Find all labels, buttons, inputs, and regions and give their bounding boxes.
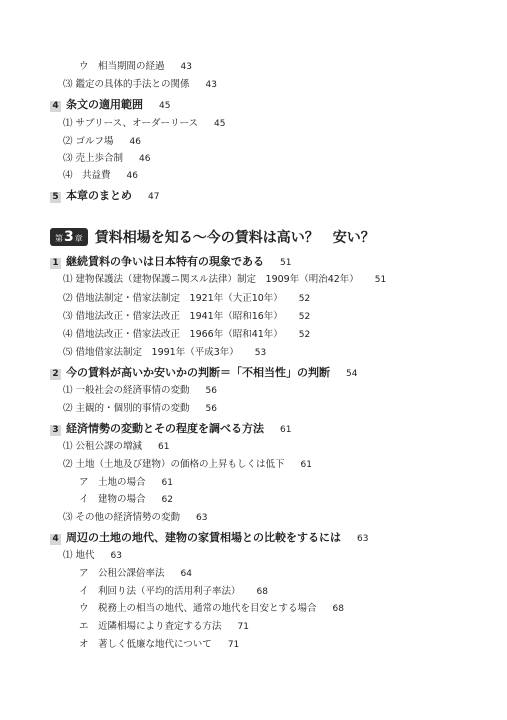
toc-entry-label: ⑵ 借地法制定・借家法制定 1921年（大正10年）: [63, 293, 283, 304]
section-number-badge: 3: [50, 425, 61, 436]
chapter-badge: [50, 228, 88, 246]
toc-entry-label: ⑵ 主観的・個別的事情の変動: [63, 403, 190, 414]
toc-entry-label: エ 近隣相場により査定する方法: [79, 621, 222, 632]
toc-page-number: 45: [213, 119, 226, 129]
toc-section-heading: [50, 367, 357, 380]
toc-entry: [63, 171, 138, 181]
toc-page-number: 62: [161, 495, 173, 505]
toc-page-number: 64: [180, 569, 192, 579]
section-title: 経済情勢の変動とその程度を調べる方法: [66, 422, 264, 435]
toc-entry-label: ⑴ 公租公課の増減: [63, 441, 143, 452]
toc-entry: [79, 478, 173, 488]
section-number-badge: 1: [50, 258, 61, 269]
toc-entry-label: ⑴ 建物保護法（建物保護ニ関スル法律）制定 1909年（明治42年）: [63, 274, 359, 285]
toc-entry-label: ⑷ 借地法改正・借家法改正 1966年（昭和41年）: [63, 329, 283, 340]
section-number-badge: 2: [50, 369, 61, 380]
toc-section-heading: [50, 532, 368, 545]
section-number-badge: 5: [50, 192, 61, 203]
section-title: 継続賃料の争いは日本特有の現象である: [66, 255, 264, 268]
toc-entry: [63, 330, 310, 340]
toc-section-heading: [50, 190, 159, 203]
toc-page-number: 46: [126, 171, 138, 181]
toc-entry: [63, 80, 217, 90]
section-title: 今の賃料が高いか安いかの判断＝「不相当性」の判断: [66, 366, 330, 379]
toc-entry: [63, 513, 207, 523]
toc-page-number: 61: [161, 478, 173, 488]
toc-entry: [63, 312, 310, 322]
toc-entry-label: ⑵ 土地（土地及び建物）の価格の上昇もしくは低下: [63, 459, 285, 470]
toc-entry-label: ア 公租公課倍率法: [79, 568, 165, 579]
toc-page-number: 46: [129, 137, 141, 147]
section-number-badge: 4: [50, 101, 61, 112]
toc-section-heading: [50, 423, 291, 436]
toc-page-number: 52: [298, 312, 311, 322]
toc-page-number: 63: [196, 513, 208, 523]
toc-section-heading: [50, 99, 170, 112]
toc-page-number: 63: [110, 551, 122, 561]
toc-entry-label: ア 土地の場合: [79, 477, 146, 488]
toc-entry: [79, 62, 192, 72]
toc-entry-label: ⑴ サブリース、オーダーリース: [63, 118, 198, 129]
toc-page-number: 56: [205, 386, 217, 396]
chapter-prefix: 第: [55, 233, 63, 243]
toc-entry-label: ⑶ その他の経済情勢の変動: [63, 512, 181, 523]
toc-entry-label: ⑶ 借地法改正・借家法改正 1941年（昭和16年）: [63, 311, 283, 322]
toc-entry-label: ⑶ 売上歩合制: [63, 153, 124, 164]
toc-entry-label: ウ 相当期間の経過: [79, 61, 165, 72]
toc-entry-label: ⑷ 共益費: [63, 170, 111, 181]
toc-page-number: 61: [158, 442, 170, 452]
toc-entry-label: ⑵ ゴルフ場: [63, 136, 114, 147]
toc-entry-label: イ 建物の場合: [79, 494, 146, 505]
toc-entry-label: ⑶ 鑑定の具体的手法との関係: [63, 79, 190, 90]
toc-entry: [79, 587, 268, 597]
toc-page-number: 71: [227, 640, 240, 650]
toc-entry: [79, 495, 173, 505]
toc-page-number: 51: [374, 275, 387, 285]
toc-entry: [63, 442, 169, 452]
toc-entry-label: ⑸ 借地借家法制定 1991年（平成3年）: [63, 347, 239, 358]
toc-page-number: 54: [346, 369, 358, 379]
chapter-heading: [50, 226, 375, 247]
toc-page-number: 71: [237, 622, 249, 632]
toc-page-number: 56: [205, 404, 217, 414]
toc-entry: [63, 137, 141, 147]
toc-page-number: 52: [298, 330, 311, 340]
toc-page-number: 68: [332, 604, 344, 614]
toc-entry-label: オ 著しく低廉な地代について: [79, 639, 212, 650]
toc-entry-label: ⑴ 地代: [63, 550, 95, 561]
section-title: 本章のまとめ: [66, 189, 132, 202]
toc-entry-label: ⑴ 一般社会の経済事情の変動: [63, 385, 190, 396]
toc-page-number: 43: [180, 62, 192, 72]
toc-page-number: 47: [148, 192, 160, 202]
toc-page-number: 43: [205, 80, 217, 90]
toc-entry: [63, 294, 310, 304]
section-title: 周辺の土地の地代、建物の家賃相場との比較をするには: [66, 531, 341, 544]
chapter-title: 賃料相場を知る〜今の賃料は高い？ 安い？: [94, 229, 375, 246]
toc-page-number: 68: [256, 587, 268, 597]
section-number-badge: 4: [50, 534, 61, 545]
chapter-number: 3: [64, 228, 74, 245]
section-title: 条文の適用範囲: [66, 98, 143, 111]
toc-entry: [79, 569, 192, 579]
toc-page-number: 51: [280, 258, 292, 268]
toc-entry: [63, 348, 266, 358]
toc-entry: [79, 622, 249, 632]
toc-entry: [63, 551, 122, 561]
toc-page-number: 63: [357, 534, 369, 544]
toc-entry-label: ウ 税務上の相当の地代、通常の地代を目安とする場合: [79, 603, 317, 614]
toc-page-number: 46: [139, 154, 151, 164]
toc-page-number: 52: [298, 294, 311, 304]
toc-entry: [63, 404, 217, 414]
toc-section-heading: [50, 256, 291, 269]
toc-page-number: 53: [254, 348, 267, 358]
toc-page-number: 45: [159, 101, 171, 111]
toc-entry: [79, 604, 344, 614]
chapter-suffix: 章: [74, 233, 83, 243]
toc-entry: [63, 154, 150, 164]
toc-entry: [63, 386, 217, 396]
toc-page-number: 61: [300, 460, 312, 470]
toc-entry: [79, 640, 239, 650]
toc-entry: [63, 460, 312, 470]
toc-entry: [63, 119, 225, 129]
toc-entry-label: イ 利回り法（平均的活用利子率法）: [79, 586, 241, 597]
toc-page-number: 61: [280, 425, 292, 435]
toc-entry: [63, 275, 386, 285]
